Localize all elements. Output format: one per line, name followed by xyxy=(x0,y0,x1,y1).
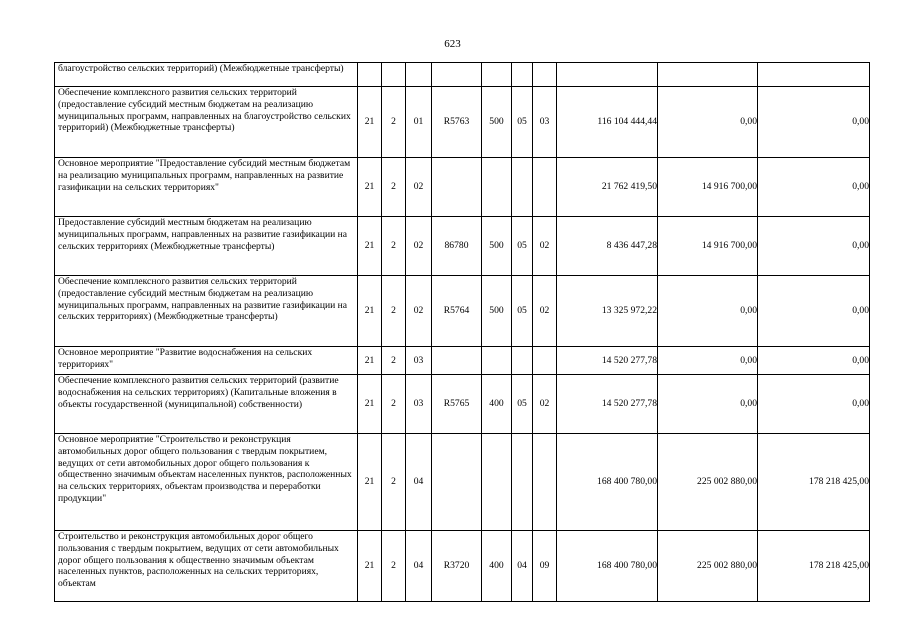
subsection-code: 02 xyxy=(533,276,557,347)
subsection-code: 02 xyxy=(533,375,557,434)
direction-code: R5765 xyxy=(432,375,482,434)
sum-year-3: 0,00 xyxy=(758,217,870,276)
sum-year-3 xyxy=(758,63,870,87)
direction-code xyxy=(432,347,482,375)
sum-year-1: 8 436 447,28 xyxy=(557,217,658,276)
section-code xyxy=(512,347,533,375)
sum-year-3: 0,00 xyxy=(758,375,870,434)
table-row xyxy=(55,434,870,531)
section-code: 05 xyxy=(512,375,533,434)
event-code: 04 xyxy=(406,434,432,531)
table-row xyxy=(55,375,870,434)
subsection-code: 02 xyxy=(533,217,557,276)
sum-year-3: 178 218 425,00 xyxy=(758,434,870,531)
row-name: благоустройство сельских территорий) (Межбюджетные трансферты) xyxy=(55,63,358,87)
sum-year-2 xyxy=(658,63,758,87)
page-number: 623 xyxy=(444,38,461,50)
sum-year-1: 14 520 277,78 xyxy=(557,347,658,375)
program-code: 21 xyxy=(358,87,382,158)
program-code: 21 xyxy=(358,434,382,531)
direction-code: R5764 xyxy=(432,276,482,347)
program-code: 21 xyxy=(358,276,382,347)
sum-year-2: 14 916 700,00 xyxy=(658,158,758,217)
direction-code: R3720 xyxy=(432,531,482,602)
row-name: Основное мероприятие "Строительство и реконструкция автомобильных дорог общего пользования с твердым покрытием, ведущих от сети автомобильных дорог общего пользования к общественно значимым объектам населенных пунктов, расположенных на сельских территориях, объектам производства и переработки продукции" xyxy=(55,434,358,531)
section-code: 04 xyxy=(512,531,533,602)
row-name: Строительство и реконструкция автомобильных дорог общего пользования с твердым покрытием, ведущих от сети автомобильных дорог общего пользования к общественно значимым объектам населенных пунктов, расположенных на сельских территориях, объектам xyxy=(55,531,358,602)
event-code: 02 xyxy=(406,276,432,347)
event-code: 01 xyxy=(406,87,432,158)
sum-year-1: 168 400 780,00 xyxy=(557,531,658,602)
subprogram-code: 2 xyxy=(382,158,406,217)
section-code: 05 xyxy=(512,87,533,158)
subprogram-code: 2 xyxy=(382,375,406,434)
table-body xyxy=(55,63,870,602)
sum-year-2: 0,00 xyxy=(658,87,758,158)
subprogram-code: 2 xyxy=(382,531,406,602)
subprogram-code: 2 xyxy=(382,276,406,347)
sum-year-2: 225 002 880,00 xyxy=(658,531,758,602)
subsection-code xyxy=(533,63,557,87)
sum-year-1 xyxy=(557,63,658,87)
sum-year-3: 178 218 425,00 xyxy=(758,531,870,602)
event-code: 02 xyxy=(406,217,432,276)
table-row xyxy=(55,158,870,217)
expense-type-code xyxy=(482,434,512,531)
sum-year-2: 0,00 xyxy=(658,276,758,347)
subprogram-code xyxy=(382,63,406,87)
expense-type-code: 500 xyxy=(482,217,512,276)
sum-year-1: 21 762 419,50 xyxy=(557,158,658,217)
sum-year-1: 116 104 444,44 xyxy=(557,87,658,158)
table-row xyxy=(55,217,870,276)
budget-table xyxy=(54,62,870,602)
direction-code xyxy=(432,63,482,87)
program-code: 21 xyxy=(358,531,382,602)
section-code xyxy=(512,158,533,217)
row-name: Обеспечение комплексного развития сельских территорий (предоставление субсидий местным бюджетам на реализацию муниципальных программ, направленных на развитие газификации на сельских территориях) (Межбюджетные трансферты) xyxy=(55,276,358,347)
table-row xyxy=(55,531,870,602)
direction-code: R5763 xyxy=(432,87,482,158)
sum-year-3: 0,00 xyxy=(758,158,870,217)
sum-year-2: 225 002 880,00 xyxy=(658,434,758,531)
event-code xyxy=(406,63,432,87)
sum-year-2: 0,00 xyxy=(658,347,758,375)
row-name: Предоставление субсидий местным бюджетам на реализацию муниципальных программ, направленных на развитие газификации на сельских территориях (Межбюджетные трансферты) xyxy=(55,217,358,276)
event-code: 02 xyxy=(406,158,432,217)
direction-code xyxy=(432,434,482,531)
subsection-code xyxy=(533,434,557,531)
expense-type-code: 500 xyxy=(482,87,512,158)
expense-type-code xyxy=(482,158,512,217)
subsection-code xyxy=(533,347,557,375)
sum-year-1: 14 520 277,78 xyxy=(557,375,658,434)
subsection-code: 03 xyxy=(533,87,557,158)
subprogram-code: 2 xyxy=(382,217,406,276)
subprogram-code: 2 xyxy=(382,347,406,375)
sum-year-3: 0,00 xyxy=(758,347,870,375)
event-code: 03 xyxy=(406,347,432,375)
expense-type-code xyxy=(482,63,512,87)
program-code: 21 xyxy=(358,347,382,375)
row-name: Обеспечение комплексного развития сельских территорий (развитие водоснабжения на сельских территориях) (Капитальные вложения в объекты государственной (муниципальной) собственности) xyxy=(55,375,358,434)
program-code: 21 xyxy=(358,375,382,434)
section-code: 05 xyxy=(512,276,533,347)
event-code: 03 xyxy=(406,375,432,434)
sum-year-1: 168 400 780,00 xyxy=(557,434,658,531)
expense-type-code xyxy=(482,347,512,375)
table-row xyxy=(55,347,870,375)
subprogram-code: 2 xyxy=(382,87,406,158)
row-name: Основное мероприятие "Предоставление субсидий местным бюджетам на реализацию муниципальных программ, направленных на развитие газификации на сельских территориях" xyxy=(55,158,358,217)
subsection-code: 09 xyxy=(533,531,557,602)
sum-year-2: 0,00 xyxy=(658,375,758,434)
direction-code: 86780 xyxy=(432,217,482,276)
sum-year-1: 13 325 972,22 xyxy=(557,276,658,347)
event-code: 04 xyxy=(406,531,432,602)
section-code: 05 xyxy=(512,217,533,276)
table-row xyxy=(55,63,870,87)
row-name: Основное мероприятие "Развитие водоснабжения на сельских территориях" xyxy=(55,347,358,375)
program-code: 21 xyxy=(358,158,382,217)
expense-type-code: 400 xyxy=(482,375,512,434)
subprogram-code: 2 xyxy=(382,434,406,531)
expense-type-code: 500 xyxy=(482,276,512,347)
row-name: Обеспечение комплексного развития сельских территорий (предоставление субсидий местным бюджетам на реализацию муниципальных программ, направленных на благоустройство сельских территорий) (Межбюджетные трансферты) xyxy=(55,87,358,158)
program-code xyxy=(358,63,382,87)
program-code: 21 xyxy=(358,217,382,276)
subsection-code xyxy=(533,158,557,217)
sum-year-2: 14 916 700,00 xyxy=(658,217,758,276)
direction-code xyxy=(432,158,482,217)
section-code xyxy=(512,63,533,87)
section-code xyxy=(512,434,533,531)
sum-year-3: 0,00 xyxy=(758,87,870,158)
table-row xyxy=(55,87,870,158)
expense-type-code: 400 xyxy=(482,531,512,602)
table-row xyxy=(55,276,870,347)
sum-year-3: 0,00 xyxy=(758,276,870,347)
